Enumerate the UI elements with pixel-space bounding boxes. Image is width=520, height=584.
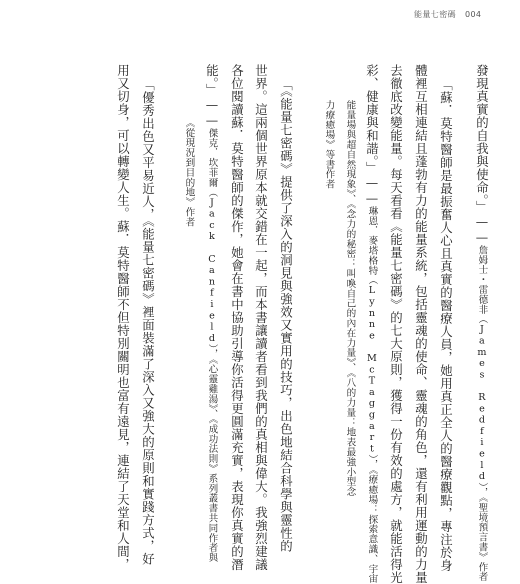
endorsement-attribution: 傑克．坎菲爾（Jack Canfield），《心靈雞湯》、《成功法則》系列叢書共同作者與 [206,128,218,563]
endorsement-attribution: 琳恩．麥塔格特（Lynne McTaggart），《療癒場：探索意識、宇宙 [366,206,378,584]
column-text: 「蘇．莫特醫師是最振奮人心且真實的醫療人員，她用真正全人的醫療觀點，專注於身 [438,78,454,572]
text-column [322,100,334,189]
column-text: 能。」—— [204,64,220,128]
column-text: 「優秀出色又平易近人，《能量七密碼》裡面裝滿了深入又強大的原則和實踐方式，好 [140,78,156,566]
column-text: 發現真實的自我與使命。」—— [474,64,490,245]
column-text: 「《能量七密碼》提供了深入的洞見與強效又實用的技巧，出色地結合科學與靈性的 [278,78,294,553]
page-number: 004 [464,10,482,19]
text-column [388,64,404,584]
text-column [343,100,355,497]
endorsement-attribution: 詹姆士・雷德非（James Redfield），《聖境預言書》作者 [476,245,488,582]
text-column [474,64,490,582]
text-column [278,78,294,553]
column-text: 世界。這兩個世界原本就交錯在一起，而本書讓讀者看到我們的真相與偉大。我強烈建議 [253,64,269,571]
text-column [204,64,220,563]
endorsement-attribution: 《從現況到目的地》作者 [183,118,195,227]
running-head-title: 能量七密碼 [414,10,456,19]
text-column [413,64,429,584]
column-text: 體裡互相連結且蓬勃有力的能量系統，包括靈魂的使命、靈魂的角色，還有利用運動的力量 [413,64,429,584]
text-column [229,64,245,571]
text-column [438,78,454,572]
endorsement-attribution: 能量場與超自然現象》、《念力的秘密：叫喚自己的內在力量》、《八的力量：地表最強小型念 [344,100,356,497]
text-column [364,64,380,584]
text-column [140,78,156,566]
text-column [253,64,269,571]
column-text: 去徹底改變能量。每天看看《能量七密碼》的七大原則，獲得一份有效的處方，就能活得光 [388,64,404,584]
column-text: 彩、健康與和諧。」—— [364,64,380,206]
text-column [115,64,131,571]
column-text: 用又切身，可以轉變人生。蘇．莫特醫師不但特別關明也富有遠見，連結了天堂和人間， [115,64,131,571]
endorsement-attribution: 力療癒場》等書作者 [323,100,335,190]
column-text: 各位閱讀蘇．莫特醫師的傑作，她會在書中協助引導你活得更圓滿充實，表現你真實的潛 [229,64,245,571]
text-column [182,118,194,227]
running-header [414,9,481,20]
